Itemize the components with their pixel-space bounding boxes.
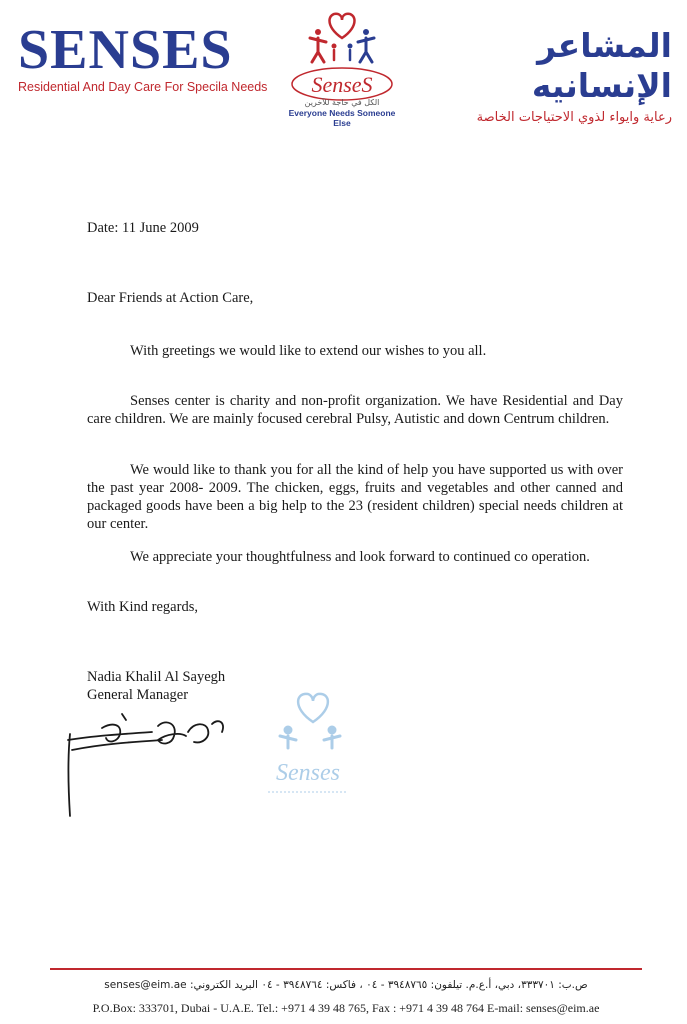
letter-paragraph: With greetings we would like to extend our wishes to you all.: [130, 343, 487, 359]
logo-slogan-ar: الكل في حاجة للآخرين: [304, 98, 380, 107]
footer-contact-en: P.O.Box: 333701, Dubai - U.A.E. Tel.: +971 4 39 48 765, Fax : +971 4 39 48 764 E-mail: senses@eim.ae: [92, 1001, 600, 1015]
letter-salutation: Dear Friends at Action Care,: [87, 290, 254, 306]
letter-paragraph: Senses center is charity and non-profit organization. We have Residential and Day care children. We are mainly focused cerebral Pulsy, Autistic and down Centrum children.: [87, 393, 623, 427]
children-figures-icon: [310, 29, 374, 62]
stamp-figures-icon: [280, 727, 340, 748]
letter-paragraph: We appreciate your thoughtfulness and look forward to continued co operation.: [130, 549, 590, 565]
brand-name: SENSES: [18, 19, 233, 81]
stamp-heart-icon: [298, 694, 328, 722]
logo-text: SenseS: [311, 72, 373, 97]
logo-slogan-en: Everyone Needs Someone Else: [288, 108, 396, 128]
letter-paragraph: We would like to thank you for all the kind of help you have supported us with over the past year 2008- 2009. The chicken, eggs, fruits and vegetables and other canned and packaged goods have been a big help to the 23 (resident children) special needs children at our center.: [87, 462, 623, 532]
signer-title: General Manager: [87, 687, 189, 703]
footer-divider: [50, 968, 642, 970]
brand-block-ar: [410, 26, 672, 125]
heart-icon: [330, 14, 355, 38]
stamp-text: Senses: [276, 760, 340, 786]
organization-stamp: [258, 688, 368, 800]
letter-date: Date: 11 June 2009: [87, 220, 199, 236]
footer-contact-ar: ص.ب: ٣٣٣٧٠١، دبي، أ.ع.م. تيلفون: ٣٩٤٨٧٦٥ - ٠٤ ، فاكس: ٣٩٤٨٧٦٤ - ٠٤ البريد الكتروني: senses@eim.ae: [104, 979, 588, 991]
brand-block-en: [18, 19, 268, 94]
signer-name: Nadia Khalil Al Sayegh: [87, 669, 226, 685]
brand-tagline-ar: رعاية وايواء لذوي الاحتياجات الخاصة: [476, 110, 672, 125]
letter-closing: With Kind regards,: [87, 599, 198, 615]
brand-name-ar: المشاعر الإنسانيه: [531, 26, 672, 105]
signature-image: [62, 704, 238, 824]
brand-tagline: Residential And Day Care For Specila Needs: [18, 80, 268, 94]
